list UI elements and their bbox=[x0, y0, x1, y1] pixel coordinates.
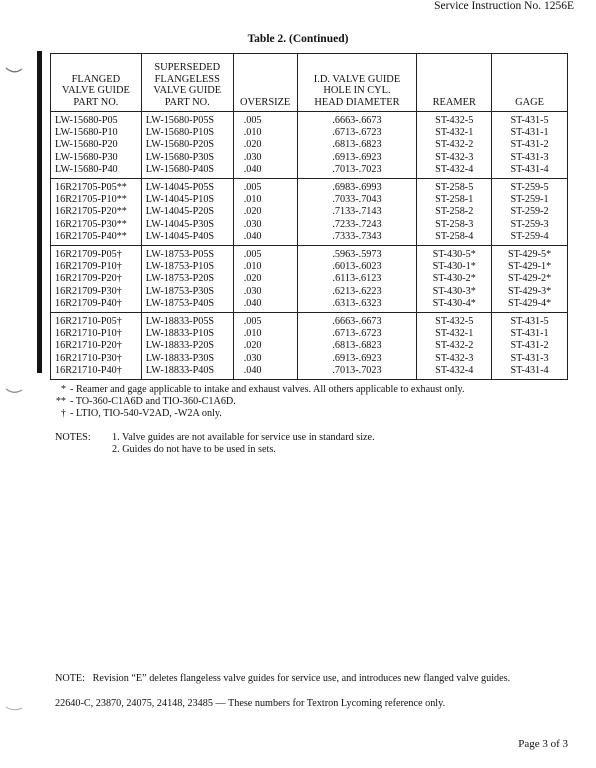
cell-flanged-part: 16R21705-P05** 16R21705-P10** 16R21705-P20** 16R21705-P30** 16R21705-P40** bbox=[51, 179, 142, 246]
table-header-row bbox=[51, 54, 568, 112]
cell-oversize: .005 .010 .020 .030 .040 bbox=[233, 179, 297, 246]
cell-flanged-part: 16R21709-P05† 16R21709-P10† 16R21709-P20† 16R21709-P30† 16R21709-P40† bbox=[51, 246, 142, 313]
hole-punch-mark bbox=[4, 387, 24, 397]
cell-superseded-part: LW-18833-P05S LW-18833-P10S LW-18833-P20S LW-18833-P30S LW-18833-P40S bbox=[141, 313, 233, 380]
cell-oversize: .005 .010 .020 .030 .040 bbox=[233, 112, 297, 179]
valve-guide-table bbox=[50, 53, 568, 380]
footnote bbox=[52, 408, 222, 419]
footnote-text: - Reamer and gage applicable to intake and exhaust valves. All others applicable to exhaust only. bbox=[70, 384, 465, 395]
note-item: 2. Guides do not have to be used in sets. bbox=[112, 444, 276, 455]
column-header-oversize: OVERSIZE bbox=[233, 54, 297, 112]
footnote-symbol: ** bbox=[55, 396, 66, 407]
cell-superseded-part: LW-14045-P05S LW-14045-P10S LW-14045-P20S LW-14045-P30S LW-14045-P40S bbox=[141, 179, 233, 246]
cell-oversize: .005 .010 .020 .030 .040 bbox=[233, 246, 297, 313]
column-header-reamer: REAMER bbox=[417, 54, 492, 112]
column-header-diameter: I.D. VALVE GUIDE HOLE IN CYL. HEAD DIAMETER bbox=[297, 54, 417, 112]
table-row-group bbox=[51, 246, 568, 313]
cell-head-diameter: .6663-.6673 .6713-.6723 .6813-.6823 .6913-.6923 .7013-.7023 bbox=[297, 313, 417, 380]
footnote-text: - LTIO, TIO-540-V2AD, -W2A only. bbox=[70, 408, 222, 419]
page-number: Page 3 of 3 bbox=[518, 738, 568, 750]
column-header-superseded: SUPERSEDED FLANGELESS VALVE GUIDE PART NO. bbox=[141, 54, 233, 112]
cell-head-diameter: .5963-.5973 .6013-.6023 .6113-.6123 .6213-.6223 .6313-.6323 bbox=[297, 246, 417, 313]
cell-flanged-part: 16R21710-P05† 16R21710-P10† 16R21710-P20† 16R21710-P30† 16R21710-P40† bbox=[51, 313, 142, 380]
table-row-group bbox=[51, 112, 568, 179]
cell-reamer: ST-258-5 ST-258-1 ST-258-2 ST-258-3 ST-258-4 bbox=[417, 179, 492, 246]
cell-head-diameter: .6983-.6993 .7033-.7043 .7133-.7143 .7233-.7243 .7333-.7343 bbox=[297, 179, 417, 246]
notes-label: NOTES: bbox=[55, 432, 91, 443]
table-row-group bbox=[51, 313, 568, 380]
cell-flanged-part: LW-15680-P05 LW-15680-P10 LW-15680-P20 LW-15680-P30 LW-15680-P40 bbox=[51, 112, 142, 179]
cell-gage: ST-259-5 ST-259-1 ST-259-2 ST-259-3 ST-259-4 bbox=[492, 179, 568, 246]
footnote-symbol: * bbox=[60, 384, 66, 395]
footnote-symbol: † bbox=[60, 408, 66, 419]
reference-numbers: 22640-C, 23870, 24075, 24148, 23485 — These numbers for Textron Lycoming reference only. bbox=[55, 698, 446, 709]
cell-oversize: .005 .010 .020 .030 .040 bbox=[233, 313, 297, 380]
hole-punch-mark bbox=[4, 66, 24, 76]
footnote bbox=[52, 396, 236, 407]
footnote-text: - TO-360-C1A6D and TIO-360-C1A6D. bbox=[70, 396, 236, 407]
table-row-group bbox=[51, 179, 568, 246]
footnote bbox=[52, 384, 465, 395]
column-header-flanged: FLANGED VALVE GUIDE PART NO. bbox=[51, 54, 142, 112]
table-body bbox=[51, 112, 568, 380]
cell-reamer: ST-432-5 ST-432-1 ST-432-2 ST-432-3 ST-432-4 bbox=[417, 313, 492, 380]
column-header-gage: GAGE bbox=[492, 54, 568, 112]
cell-reamer: ST-432-5 ST-432-1 ST-432-2 ST-432-3 ST-432-4 bbox=[417, 112, 492, 179]
cell-gage: ST-429-5* ST-429-1* ST-429-2* ST-429-3* ST-429-4* bbox=[492, 246, 568, 313]
service-instruction-header: Service Instruction No. 1256E bbox=[434, 0, 574, 12]
table-title: Table 2. (Continued) bbox=[247, 33, 349, 45]
cell-superseded-part: LW-15680-P05S LW-15680-P10S LW-15680-P20S LW-15680-P30S LW-15680-P40S bbox=[141, 112, 233, 179]
cell-superseded-part: LW-18753-P05S LW-18753-P10S LW-18753-P20S LW-18753-P30S LW-18753-P40S bbox=[141, 246, 233, 313]
cell-gage: ST-431-5 ST-431-1 ST-431-2 ST-431-3 ST-431-4 bbox=[492, 112, 568, 179]
cell-gage: ST-431-5 ST-431-1 ST-431-2 ST-431-3 ST-431-4 bbox=[492, 313, 568, 380]
note-item: 1. Valve guides are not available for service use in standard size. bbox=[112, 432, 375, 443]
revision-bar bbox=[37, 51, 42, 373]
revision-note: NOTE: Revision “E” deletes flangeless valve guides for service use, and introduces new flanged valve guides. bbox=[55, 673, 511, 684]
cell-reamer: ST-430-5* ST-430-1* ST-430-2* ST-430-3* ST-430-4* bbox=[417, 246, 492, 313]
cell-head-diameter: .6663-.6673 .6713-.6723 .6813-.6823 .6913-.6923 .7013-.7023 bbox=[297, 112, 417, 179]
hole-punch-mark bbox=[4, 704, 24, 714]
